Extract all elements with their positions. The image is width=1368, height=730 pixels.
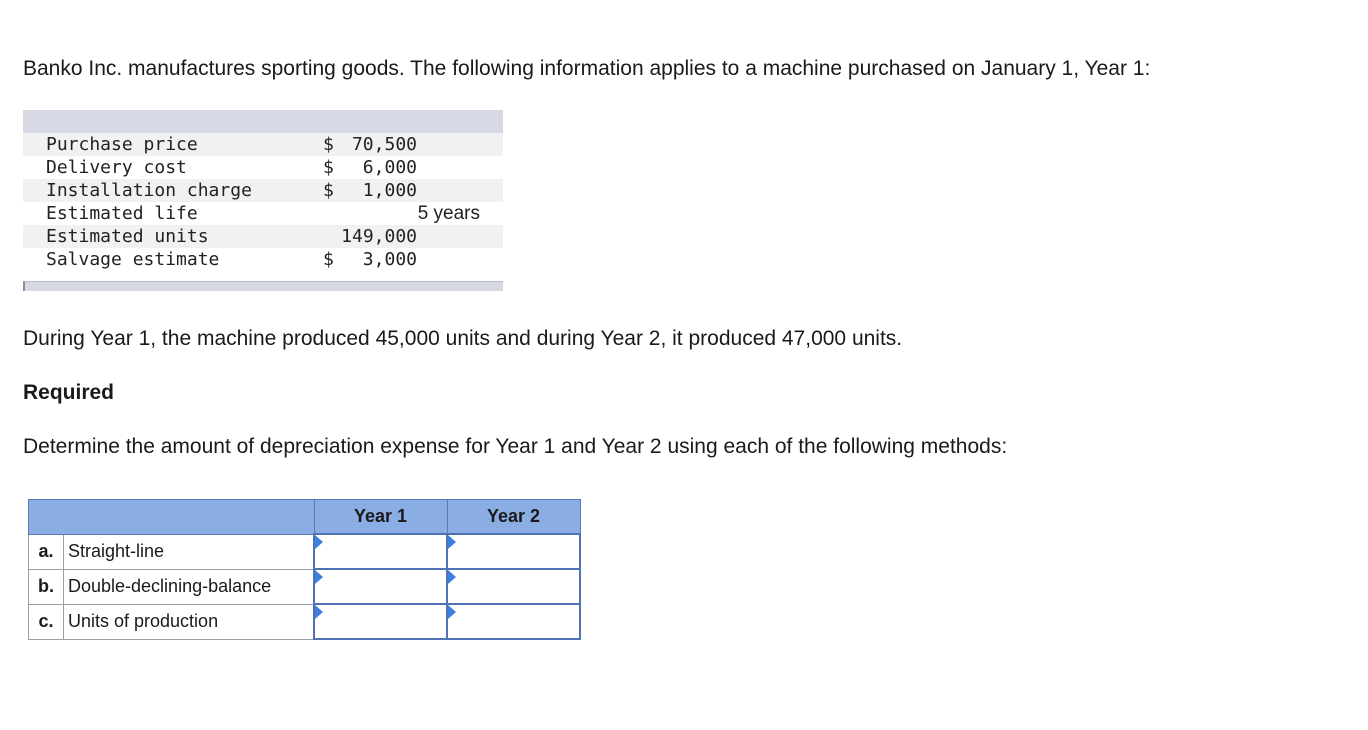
header-year-2: Year 2: [447, 500, 580, 535]
info-row-salvage-estimate: [23, 248, 503, 271]
method-label: Straight-line: [64, 534, 315, 569]
info-label: Estimated units: [46, 226, 209, 247]
info-label: Salvage estimate: [46, 249, 220, 270]
method-label: Double-declining-balance: [64, 569, 315, 604]
info-row-installation-charge: [23, 179, 503, 202]
info-table-header: [23, 110, 503, 133]
info-row-estimated-life: [23, 202, 503, 225]
ddb-year2-cell: [447, 569, 580, 604]
info-row-delivery-cost: [23, 156, 503, 179]
header-year-1: Year 1: [314, 500, 447, 535]
machine-info-table: [23, 110, 503, 291]
depreciation-answer-table: [28, 499, 581, 640]
header-blank-cell: [29, 500, 315, 535]
info-label: Delivery cost: [46, 157, 187, 178]
row-letter: b.: [29, 569, 64, 604]
info-row-purchase-price: [23, 133, 503, 156]
method-label: Units of production: [64, 604, 315, 639]
info-value: 149,000: [341, 226, 417, 247]
units-production-year2-cell: [447, 604, 580, 639]
units-production-year2-input[interactable]: [448, 606, 579, 637]
units-production-year1-input[interactable]: [315, 606, 446, 637]
units-production-year1-cell: [314, 604, 447, 639]
ddb-year2-input[interactable]: [448, 571, 579, 602]
info-table-footer: [23, 281, 503, 291]
ddb-year1-cell: [314, 569, 447, 604]
dollar-sign: $: [323, 249, 334, 270]
info-label: Installation charge: [46, 180, 252, 201]
ddb-year1-input[interactable]: [315, 571, 446, 602]
row-letter: a.: [29, 534, 64, 569]
table-row: [29, 604, 581, 639]
required-heading: Required: [23, 381, 115, 404]
info-value: 6,000: [351, 157, 417, 178]
dollar-sign: $: [323, 134, 334, 155]
info-label: Purchase price: [46, 134, 198, 155]
intro-text: Banko Inc. manufactures sporting goods. The following information applies to a machine purchased on January 1, Year 1:: [23, 57, 1151, 80]
straight-line-year1-cell: [314, 534, 447, 569]
info-value: 70,500: [351, 134, 417, 155]
info-label: Estimated life: [46, 203, 198, 224]
straight-line-year1-input[interactable]: [315, 536, 446, 567]
table-row: [29, 534, 581, 569]
dollar-sign: $: [323, 180, 334, 201]
table-row: [29, 569, 581, 604]
straight-line-year2-cell: [447, 534, 580, 569]
straight-line-year2-input[interactable]: [448, 536, 579, 567]
row-letter: c.: [29, 604, 64, 639]
info-row-estimated-units: [23, 225, 503, 248]
info-value: 1,000: [351, 180, 417, 201]
info-value: 5 years: [417, 203, 480, 224]
instruction-text: Determine the amount of depreciation expense for Year 1 and Year 2 using each of the following methods:: [23, 435, 1008, 458]
info-value: 3,000: [351, 249, 417, 270]
dollar-sign: $: [323, 157, 334, 178]
production-text: During Year 1, the machine produced 45,000 units and during Year 2, it produced 47,000 units.: [23, 327, 903, 350]
answer-table-header: [29, 500, 581, 535]
